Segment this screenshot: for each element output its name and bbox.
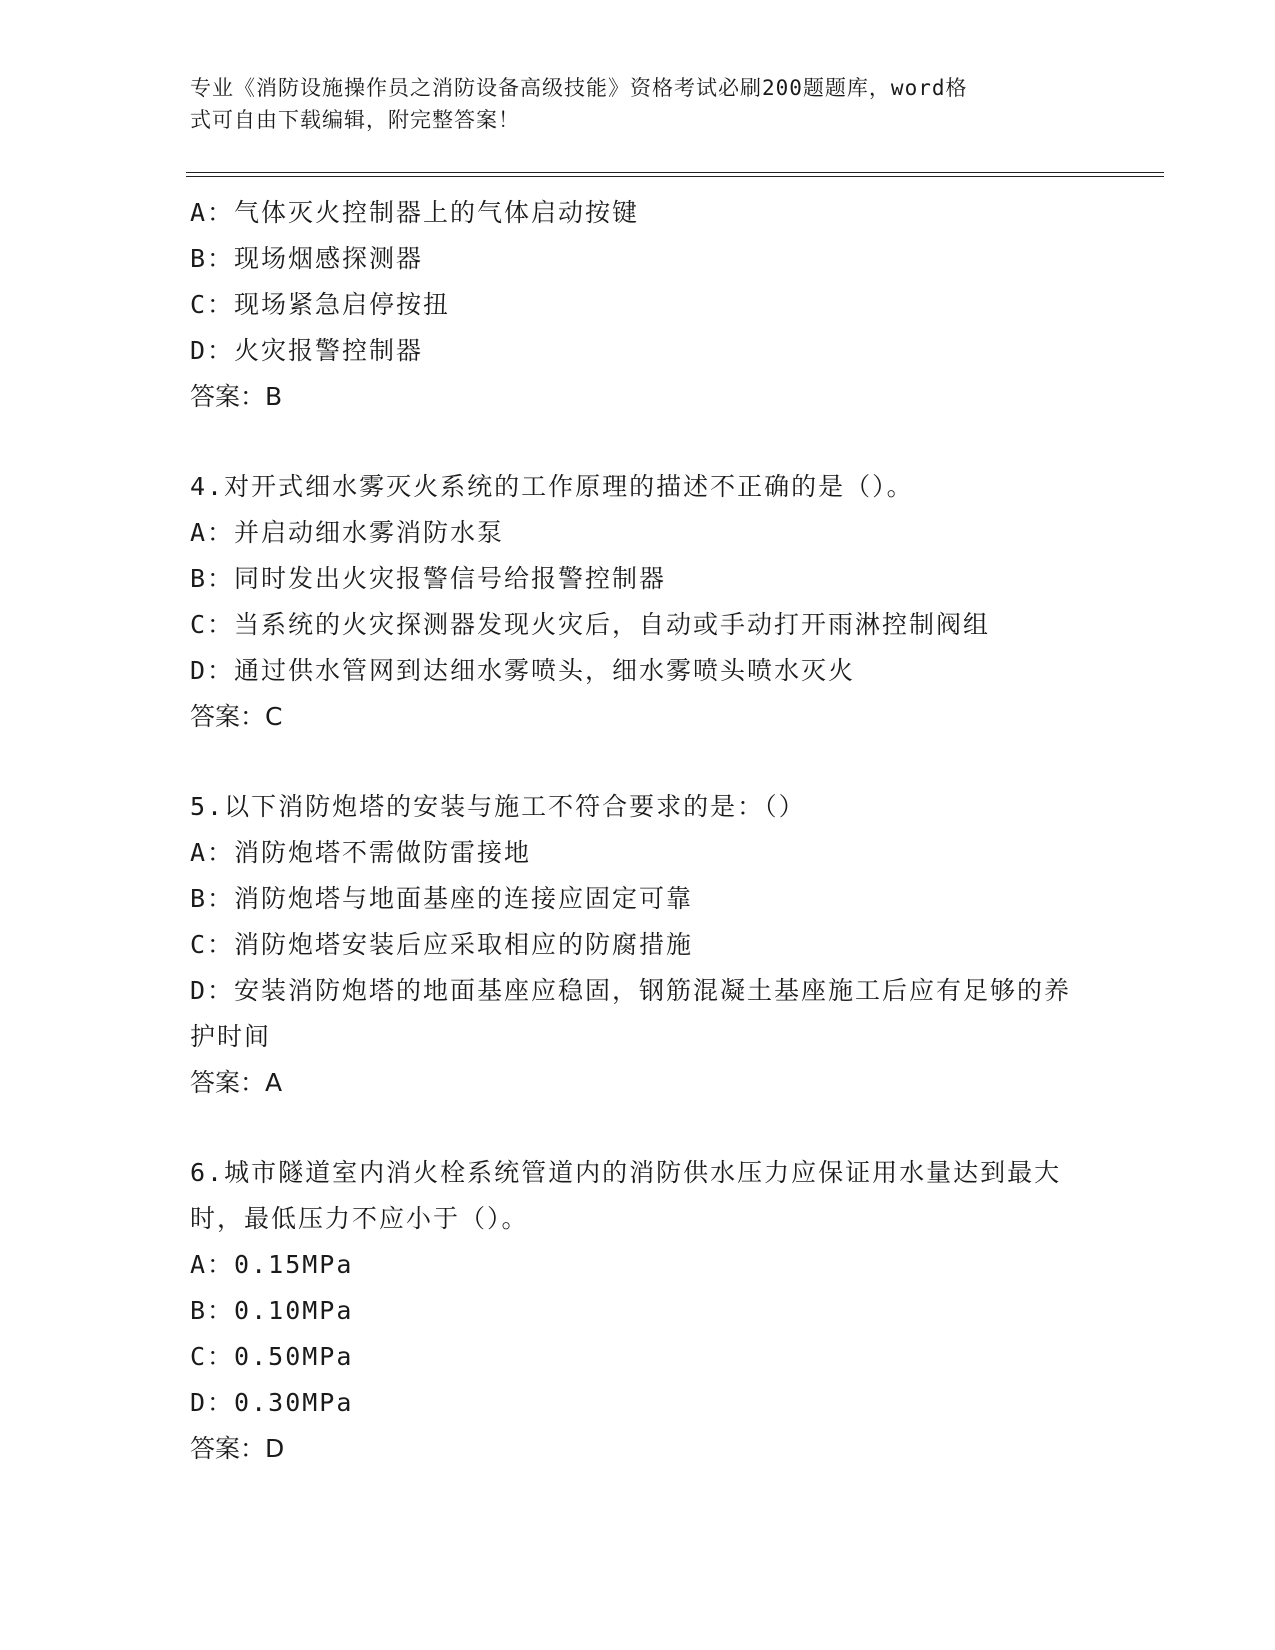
header-line-2: 式可自由下载编辑，附完整答案！ xyxy=(190,108,520,132)
document-header xyxy=(190,72,1090,136)
option-d: D：安装消防炮塔的地面基座应稳固，钢筋混凝土基座施工后应有足够的养护时间 xyxy=(190,976,1072,1051)
option-d: D：火灾报警控制器 xyxy=(190,336,424,365)
question-text: 4.对开式细水雾灭火系统的工作原理的描述不正确的是（）。 xyxy=(190,472,914,501)
option-c: C：0.50MPa xyxy=(190,1342,354,1371)
answer: 答案：D xyxy=(190,1434,285,1463)
option-b: B：同时发出火灾报警信号给报警控制器 xyxy=(190,564,667,593)
header-line-1: 专业《消防设施操作员之消防设备高级技能》资格考试必刷200题题库，word格 xyxy=(190,76,968,100)
option-a: A：0.15MPa xyxy=(190,1250,354,1279)
option-a: A：消防炮塔不需做防雷接地 xyxy=(190,838,532,867)
answer: 答案：C xyxy=(190,702,283,731)
header-divider-top xyxy=(186,172,1164,173)
answer: 答案：B xyxy=(190,382,283,411)
question-text: 6.城市隧道室内消火栓系统管道内的消防供水压力应保证用水量达到最大时，最低压力不应小于（）。 xyxy=(190,1158,1062,1233)
question-4 xyxy=(190,464,1090,740)
question-6 xyxy=(190,1150,1090,1472)
option-d: D：0.30MPa xyxy=(190,1388,354,1417)
option-b: B：消防炮塔与地面基座的连接应固定可靠 xyxy=(190,884,694,913)
question-3 xyxy=(190,190,1090,420)
question-list xyxy=(190,190,1090,1472)
answer: 答案：A xyxy=(190,1068,283,1097)
option-b: B：0.10MPa xyxy=(190,1296,354,1325)
question-text: 5.以下消防炮塔的安装与施工不符合要求的是：（） xyxy=(190,792,806,821)
option-d: D：通过供水管网到达细水雾喷头，细水雾喷头喷水灭火 xyxy=(190,656,856,685)
question-5 xyxy=(190,784,1090,1106)
option-c: C：现场紧急启停按扭 xyxy=(190,290,451,319)
option-b: B：现场烟感探测器 xyxy=(190,244,424,273)
option-c: C：当系统的火灾探测器发现火灾后，自动或手动打开雨淋控制阀组 xyxy=(190,610,991,639)
option-a: A：气体灭火控制器上的气体启动按键 xyxy=(190,198,640,227)
header-divider-bottom xyxy=(186,176,1164,177)
option-c: C：消防炮塔安装后应采取相应的防腐措施 xyxy=(190,930,694,959)
option-a: A：并启动细水雾消防水泵 xyxy=(190,518,505,547)
